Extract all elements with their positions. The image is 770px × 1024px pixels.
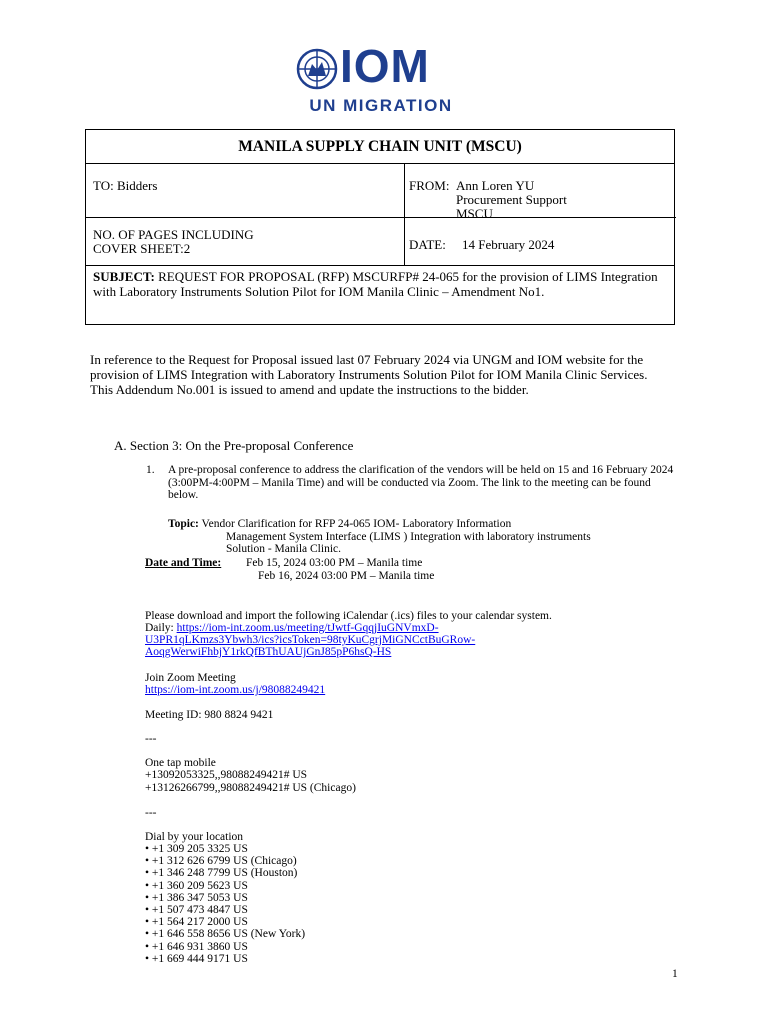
memo-date-value: 14 February 2024 (462, 237, 555, 252)
memo-subject (93, 269, 663, 299)
daily-label: Daily: (145, 622, 177, 634)
logo-tagline: UN MIGRATION (309, 96, 453, 115)
daily-line (145, 622, 439, 635)
divider (404, 163, 405, 265)
datetime-2: Feb 16, 2024 03:00 PM – Manila time (258, 570, 435, 582)
un-emblem-icon (296, 48, 338, 90)
memo-header-box (85, 129, 675, 325)
separator: --- (145, 807, 157, 819)
memo-from-role: Procurement Support (456, 192, 567, 207)
list-item: • +1 507 473 4847 US (145, 904, 248, 917)
topic-label: Topic: (168, 518, 199, 530)
intro-paragraph: In reference to the Request for Proposal issued last 07 February 2024 via UNGM and IOM website for the provision of LIMS Integration with Laboratory Instruments Solution Pilot for IOM Manila Clinic Services. This Addendum No.001 is issued to amend and update the instructions to the bidder. (90, 352, 648, 397)
topic-line2: Management System Interface (LIMS ) Integration with laboratory instruments (226, 531, 591, 543)
iom-logo (296, 40, 466, 115)
subject-text: REQUEST FOR PROPOSAL (RFP) MSCURFP# 24-065 for the provision of LIMS Integration with Laboratory Instruments Solution Pilot for IOM Manila Clinic – Amendment No1. (93, 269, 658, 299)
dial-label: Dial by your location (145, 831, 244, 843)
daily-ics-link-cont[interactable]: AoqgWerwiFhbjY1rkQfBThUAUjGnJ85pP6hsQ-HS (145, 646, 392, 658)
section-heading: A. Section 3: On the Pre-proposal Conference (114, 438, 354, 453)
memo-to: TO: Bidders (93, 178, 158, 193)
memo-title: MANILA SUPPLY CHAIN UNIT (MSCU) (86, 130, 674, 164)
topic-text: Vendor Clarification for RFP 24-065 IOM- Laboratory Information (198, 518, 512, 530)
memo-pages-line2: COVER SHEET:2 (93, 241, 191, 256)
topic-line3: Solution - Manila Clinic. (226, 543, 341, 555)
page-number: 1 (672, 968, 678, 980)
separator: --- (145, 733, 157, 745)
download-text: Please download and import the following iCalendar (.ics) files to your calendar system. (145, 610, 552, 622)
one-tap-label: One tap mobile (145, 757, 216, 769)
tap-number: +13126266799,,98088249421# US (Chicago) (145, 782, 356, 794)
memo-from-label: FROM: (409, 178, 450, 193)
list-item: • +1 646 558 8656 US (New York) (145, 928, 306, 941)
daily-ics-link-cont[interactable]: U3PR1qLKmzs3Ybwh3/ics?icsToken=98tyKuCgrjMiGNCctBuGRow- (145, 634, 476, 646)
subject-label: SUBJECT: (93, 269, 155, 284)
divider (86, 265, 674, 266)
tap-number: +13092053325,,98088249421# US (145, 769, 308, 781)
list-item: • +1 312 626 6799 US (Chicago) (145, 855, 297, 868)
meeting-id: Meeting ID: 980 8824 9421 (145, 709, 274, 721)
memo-date-label: DATE: (409, 237, 446, 252)
list-item: • +1 360 209 5623 US (145, 879, 248, 892)
topic-line1 (168, 518, 678, 531)
dial-list (145, 843, 305, 965)
join-zoom-link[interactable]: https://iom-int.zoom.us/j/98088249421 (145, 684, 326, 696)
memo-from-unit: MSCU (456, 206, 493, 221)
join-label: Join Zoom Meeting (145, 672, 236, 684)
daily-ics-link[interactable]: https://iom-int.zoom.us/meeting/tJwtf-GqqjIuGNVmxD- (176, 622, 439, 634)
list-item: • +1 646 931 3860 US (145, 940, 248, 953)
divider (404, 217, 676, 218)
item-number: 1. (146, 464, 155, 476)
item-text: A pre-proposal conference to address the clarification of the vendors will be held on 15 and 16 February 2024 (3:00PM-4:00PM – Manila Time) and will be conducted via Zoom. The link to the meeting can be found below. (168, 464, 674, 501)
list-item: • +1 309 205 3325 US (145, 843, 248, 855)
logo-brand: IOM (340, 40, 430, 92)
memo-from-name: Ann Loren YU (456, 178, 535, 193)
memo-pages-line1: NO. OF PAGES INCLUDING (93, 227, 254, 242)
datetime-1: Feb 15, 2024 03:00 PM – Manila time (246, 557, 423, 569)
list-item: • +1 564 217 2000 US (145, 916, 248, 929)
divider (86, 217, 404, 218)
list-item: • +1 669 444 9171 US (145, 952, 248, 965)
list-item: • +1 346 248 7799 US (Houston) (145, 867, 298, 880)
datetime-label: Date and Time: (145, 557, 222, 569)
list-item: • +1 386 347 5053 US (145, 891, 248, 904)
